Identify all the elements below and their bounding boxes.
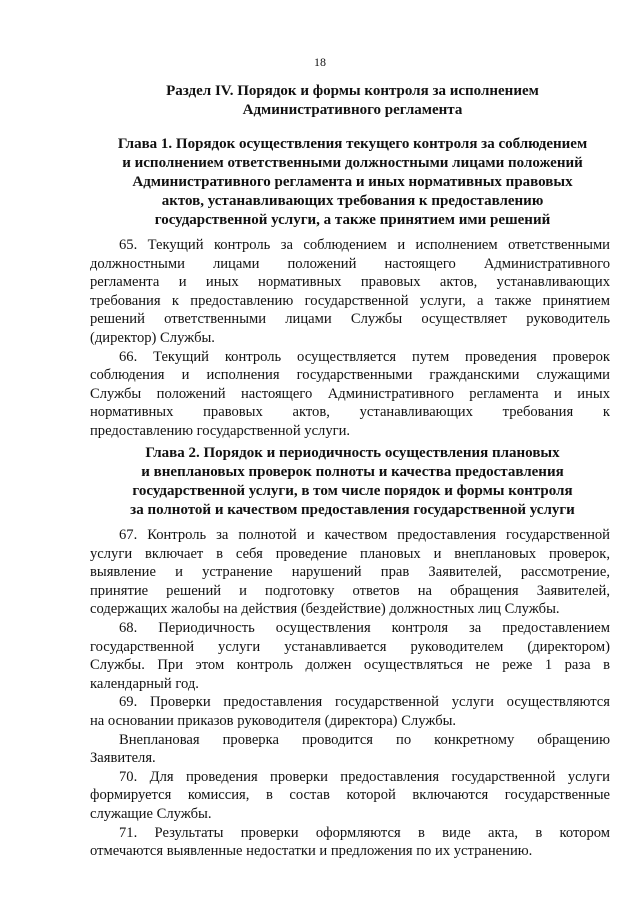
text-line: услуги включает в себя проведение плановых и внеплановых проверок, xyxy=(90,545,610,562)
paragraph-unscheduled-check xyxy=(90,731,610,768)
text-line: соблюдения и исполнения государственными гражданскими служащими xyxy=(90,367,610,384)
text-line: 69. Проверки предоставления государственной услуги осуществляются xyxy=(119,694,610,711)
page-number: 18 xyxy=(314,55,326,69)
chapter-1-title-line: и исполнением ответственными должностными лицами положений xyxy=(122,155,583,171)
paragraph-70 xyxy=(90,768,610,824)
section-title-line: Административного регламента xyxy=(242,102,463,118)
text-line: отмечаются выявленные недостатки и предложения по их устранению. xyxy=(90,843,533,860)
text-line: решений ответственными лицами Службы осуществляет руководитель xyxy=(90,311,610,328)
chapter-2-title xyxy=(95,444,610,520)
text-line: регламента и иных нормативных правовых актов, устанавливающих xyxy=(90,274,610,291)
text-line: 71. Результаты проверки оформляются в виде акта, в котором xyxy=(119,824,610,841)
chapter-1-title-line: Глава 1. Порядок осуществления текущего контроля за соблюдением xyxy=(117,136,588,152)
text-line: требования к предоставлению государственной услуги, а также принятием xyxy=(90,292,610,309)
text-line: на основании приказов руководителя (директора) Службы. xyxy=(90,712,457,729)
chapter-2-title-line: государственной услуги, в том числе порядок и формы контроля xyxy=(132,483,573,499)
text-line: служащие Службы. xyxy=(90,805,212,822)
text-line: Заявителя. xyxy=(90,750,156,767)
chapter-2-title-line: за полнотой и качеством предоставления государственной услуги xyxy=(130,502,575,518)
text-line: нормативных правовых актов, устанавливающих требования к xyxy=(90,404,610,421)
text-line: Службы. При этом контроль должен осуществляться не реже 1 раза в xyxy=(90,657,610,674)
text-line: 67. Контроль за полнотой и качеством предоставления государственной xyxy=(119,527,610,543)
text-line: должностными лицами положений настоящего Административного xyxy=(90,255,610,272)
text-line: (директор) Службы. xyxy=(90,329,215,346)
chapter-1-body xyxy=(90,236,610,441)
paragraph-67 xyxy=(90,526,610,619)
paragraph-71 xyxy=(90,824,610,861)
text-line: формируется комиссия, в состав которой включаются государственные xyxy=(90,787,610,804)
paragraph-66 xyxy=(90,348,610,441)
chapter-1-title-line: актов, устанавливающих требования к предоставлению xyxy=(161,193,544,209)
chapter-2-title-line: Глава 2. Порядок и периодичность осуществления плановых xyxy=(145,445,560,461)
chapter-2-body xyxy=(90,526,610,861)
text-line: выявление и устранение нарушений прав Заявителей, рассмотрение, xyxy=(90,564,610,581)
chapter-1-title-line: государственной услуги, а также принятием ими решений xyxy=(154,212,551,228)
chapter-1-title-line: Административного регламента и иных нормативных правовых xyxy=(132,174,573,190)
paragraph-65 xyxy=(90,236,610,348)
text-line: предоставлению государственной услуги. xyxy=(90,422,351,439)
text-line: Внеплановая проверка проводится по конкретному обращению xyxy=(119,731,610,748)
text-line: Службы положений настоящего Административного регламента и иных xyxy=(90,385,610,402)
chapter-2-title-line: и внеплановых проверок полноты и качества предоставления xyxy=(141,464,564,480)
section-title-line: Раздел IV. Порядок и формы контроля за исполнением xyxy=(166,83,539,99)
text-line: содержащих жалобы на действия (бездействие) должностных лиц Службы. xyxy=(90,601,560,618)
paragraph-69 xyxy=(90,693,610,730)
text-line: 68. Периодичность осуществления контроля за предоставлением xyxy=(119,619,610,636)
text-line: 65. Текущий контроль за соблюдением и исполнением ответственными xyxy=(119,237,610,253)
text-line: 70. Для проведения проверки предоставления государственной услуги xyxy=(119,768,610,785)
text-line: принятие решений и подготовку ответов на обращения Заявителей, xyxy=(90,582,610,599)
text-line: государственной услуги устанавливается руководителем (директором) xyxy=(90,638,610,655)
text-line: календарный год. xyxy=(90,675,199,692)
text-line: 66. Текущий контроль осуществляется путем проведения проверок xyxy=(119,348,610,365)
section-title xyxy=(95,82,610,120)
paragraph-68 xyxy=(90,619,610,693)
chapter-1-title xyxy=(95,135,610,230)
